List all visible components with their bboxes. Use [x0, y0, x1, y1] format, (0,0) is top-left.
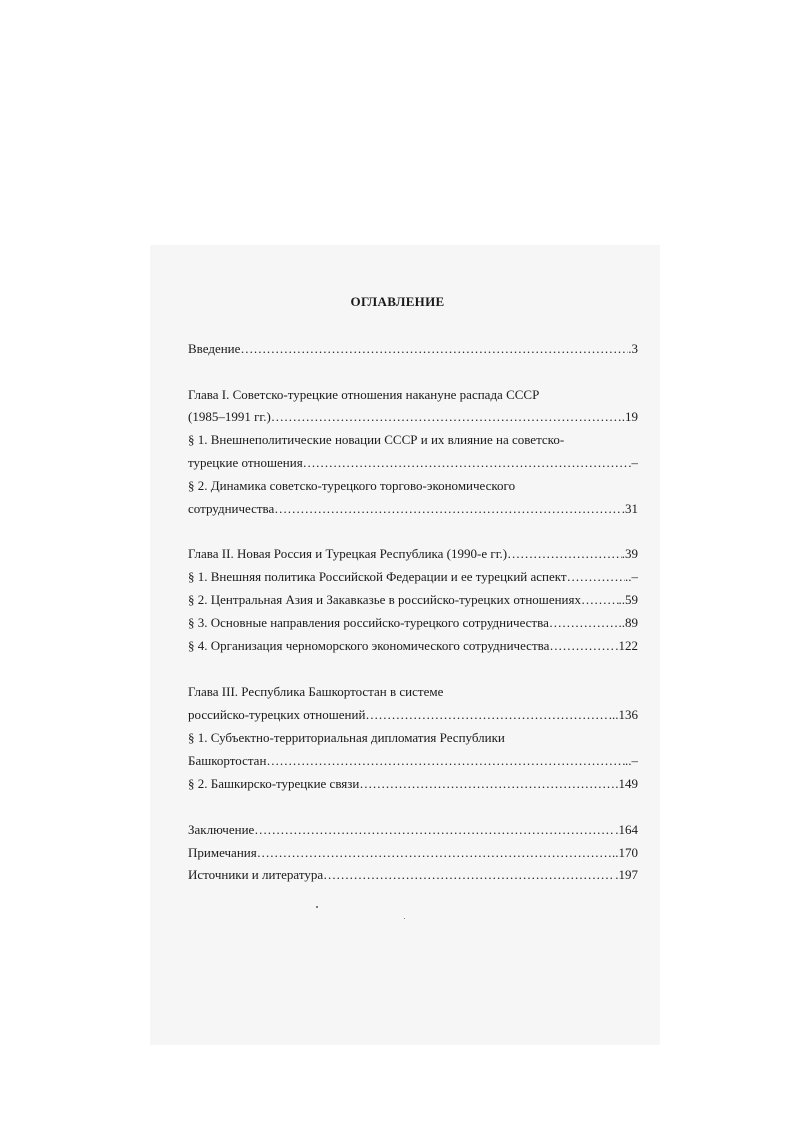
toc-entry-text: турецкие отношения [188, 455, 303, 470]
dot-leader [365, 707, 608, 723]
dot-leader [257, 845, 612, 861]
dot-leader [567, 569, 625, 585]
toc-page-number: .197 [615, 867, 638, 882]
toc-entry-text: (1985–1991 гг.) [188, 409, 271, 424]
toc-section-1-1-cont [188, 455, 638, 471]
toc-entry-intro [188, 341, 638, 357]
toc-page-number: ..170 [612, 845, 638, 860]
toc-chapter-2-title [188, 546, 638, 562]
scan-speck [316, 906, 318, 908]
toc-page-number: ..– [625, 753, 638, 768]
dot-leader [507, 546, 622, 562]
dot-leader [549, 615, 619, 631]
toc-page-number: .39 [621, 546, 638, 561]
toc-entry-text: § 4. Организация черноморского экономического сотрудничества [188, 638, 550, 653]
dot-leader [549, 638, 615, 654]
toc-chapter-3-title: Глава III. Республика Башкортостан в системе [188, 684, 444, 699]
toc-section-3-1-title: § 1. Субъектно-территориальная дипломатия Республики [188, 730, 505, 745]
scan-speck [404, 918, 405, 919]
dot-leader [323, 867, 615, 883]
toc-section-3-2 [188, 776, 638, 792]
toc-page-number: .149 [615, 776, 638, 791]
toc-chapter-1-dates [188, 409, 638, 425]
toc-page-number: .164 [615, 822, 638, 837]
toc-entry-text: Источники и литература [188, 867, 324, 882]
toc-entry-text: § 3. Основные направления российско-турецкого сотрудничества [188, 615, 549, 630]
toc-chapter-1-title: Глава I. Советско-турецкие отношения накануне распада СССР [188, 387, 540, 402]
dot-leader [271, 409, 622, 425]
dot-leader [581, 592, 619, 608]
toc-section-1-2-title: § 2. Динамика советско-турецкого торгово-экономического [188, 478, 516, 493]
toc-entry-text: Примечания [188, 845, 257, 860]
toc-section-1-2-cont [188, 501, 638, 517]
toc-entry-text: § 1. Внешняя политика Российской Федерации и ее турецкий аспект [188, 569, 567, 584]
toc-page-number: .3 [628, 341, 638, 356]
toc-section-2-3 [188, 615, 638, 631]
toc-entry-text: российско-турецких отношений [188, 707, 366, 722]
toc-entry-conclusion [188, 822, 638, 838]
toc-section-3-1-cont [188, 753, 638, 769]
toc-entry-text: § 2. Центральная Азия и Закавказье в российско-турецких отношениях [188, 592, 581, 607]
toc-section-2-2 [188, 592, 638, 608]
dot-leader [359, 776, 615, 792]
toc-entry-text: Введение [188, 341, 241, 356]
toc-entry-sources [188, 867, 638, 883]
toc-section-2-4 [188, 638, 638, 654]
toc-entry-text: Башкортостан [188, 753, 267, 768]
toc-entry-notes [188, 845, 638, 861]
toc-entry-text: § 2. Башкирско-турецкие связи [188, 776, 360, 791]
toc-page-number: .31 [621, 501, 638, 516]
dot-leader [266, 753, 625, 769]
dot-leader [274, 501, 621, 517]
dot-leader [240, 341, 628, 357]
dot-leader [303, 455, 629, 471]
toc-page-number: ...136 [608, 707, 638, 722]
toc-page-number: .19 [621, 409, 638, 424]
page-title: ОГЛАВЛЕНИЕ [350, 294, 445, 309]
toc-chapter-3-cont [188, 707, 638, 723]
toc-page-number: .122 [615, 638, 638, 653]
toc-entry-text: сотрудничества [188, 501, 275, 516]
toc-page-number: ..– [625, 569, 638, 584]
toc-page-number: ..89 [618, 615, 638, 630]
toc-section-1-1-title: § 1. Внешнеполитические новации СССР и их влияние на советско- [188, 432, 565, 447]
dot-leader [254, 822, 615, 838]
toc-page-number: .– [628, 455, 638, 470]
toc-entry-text: Глава II. Новая Россия и Турецкая Республика (1990-е гг.) [188, 546, 508, 561]
toc-section-2-1 [188, 569, 638, 585]
toc-entry-text: Заключение [188, 822, 255, 837]
toc-page-number: ..59 [618, 592, 638, 607]
